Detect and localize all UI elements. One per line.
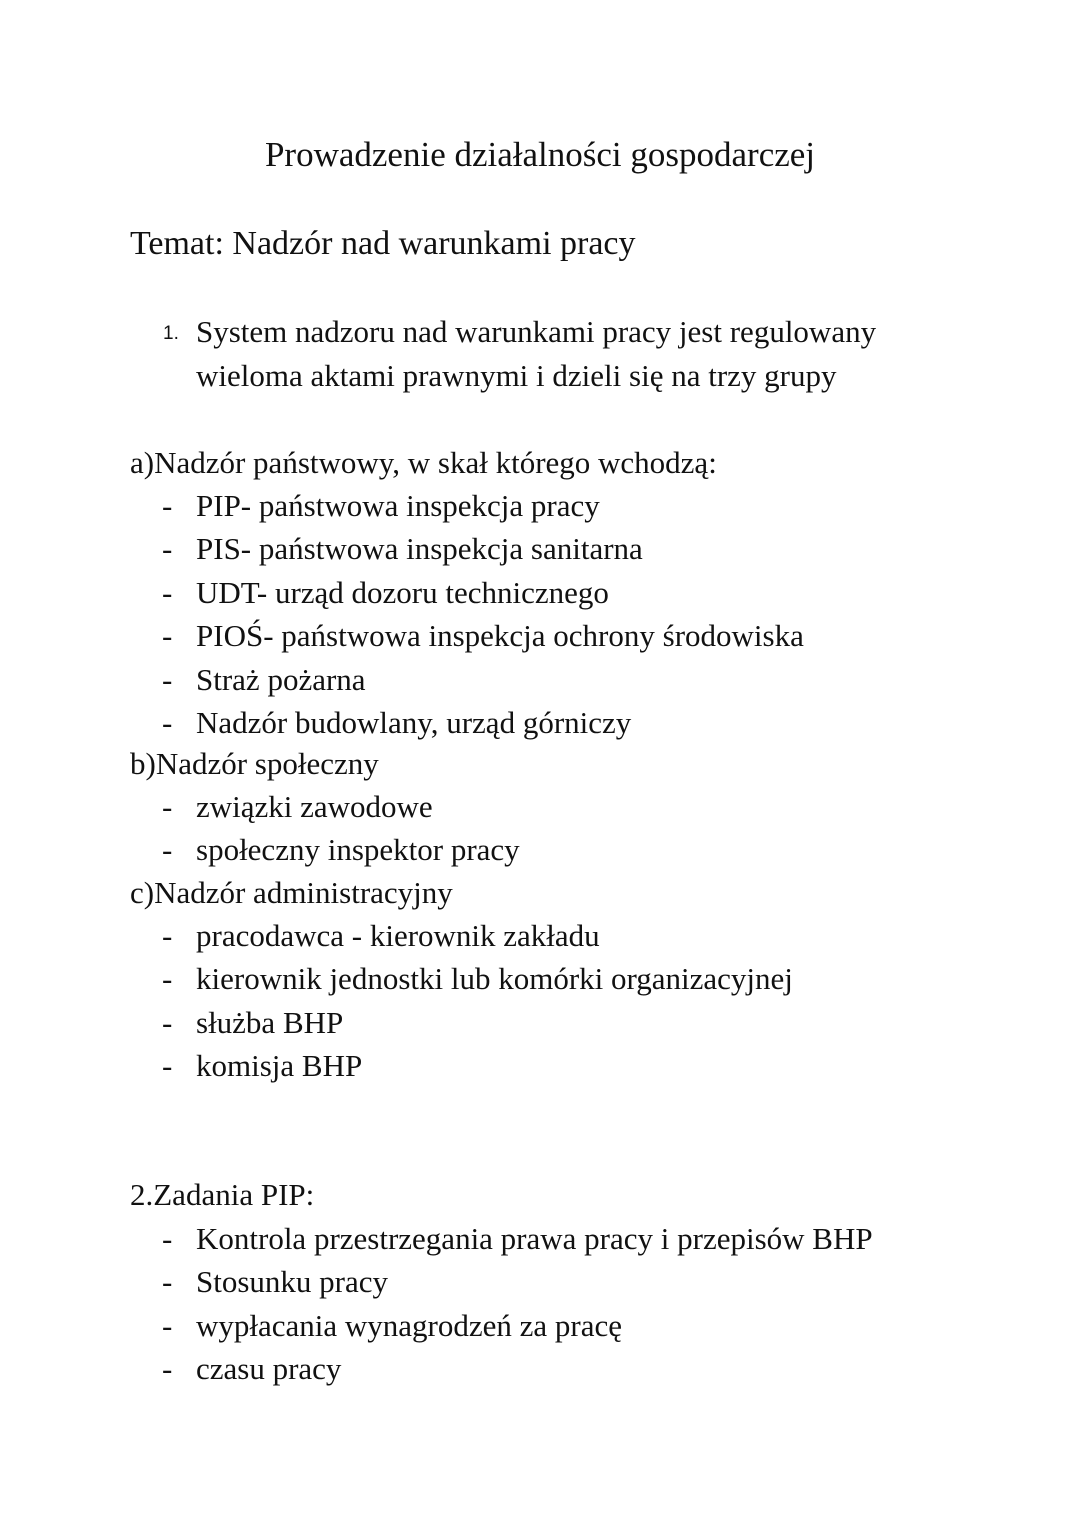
section-b-heading: b)Nadzór społeczny xyxy=(130,746,379,781)
list-item: - komisja BHP xyxy=(130,1044,793,1087)
lesson-topic: Temat: Nadzór nad warunkami pracy xyxy=(130,225,636,262)
dash-bullet: - xyxy=(162,661,173,697)
section-a-heading: a)Nadzór państwowy, w skał którego wchodzą: xyxy=(130,445,717,480)
dash-bullet: - xyxy=(162,832,173,868)
dash-bullet: - xyxy=(162,789,173,824)
list-item: - Stosunku pracy xyxy=(130,1260,873,1303)
list-item: - służba BHP xyxy=(130,1001,793,1044)
list-item: - UDT- urząd dozoru technicznego xyxy=(130,571,804,614)
dash-bullet: - xyxy=(162,1351,173,1387)
dash-bullet: - xyxy=(162,961,173,997)
dash-bullet: - xyxy=(162,574,173,610)
section-b-list xyxy=(130,785,520,872)
list-item: - społeczny inspektor pracy xyxy=(130,828,520,871)
dash-bullet: - xyxy=(162,618,173,654)
dash-bullet: - xyxy=(162,488,173,523)
list-item: - PIP- państwowa inspekcja pracy xyxy=(130,484,804,527)
section-c-heading: c)Nadzór administracyjny xyxy=(130,875,453,910)
list-item: - czasu pracy xyxy=(130,1347,873,1390)
dash-bullet: - xyxy=(162,1048,173,1084)
dash-bullet: - xyxy=(162,531,173,567)
point-2-list xyxy=(130,1217,873,1391)
list-item: - PIOŚ- państwowa inspekcja ochrony środowiska xyxy=(130,614,804,657)
list-item: - Nadzór budowlany, urząd górniczy xyxy=(130,701,804,744)
section-c-list xyxy=(130,914,793,1088)
dash-bullet: - xyxy=(162,1264,173,1300)
section-a-list xyxy=(130,484,804,744)
numbered-point-marker: 1. xyxy=(163,323,179,344)
list-item: - kierownik jednostki lub komórki organizacyjnej xyxy=(130,957,793,1000)
dash-bullet: - xyxy=(162,918,173,953)
dash-bullet: - xyxy=(162,704,173,740)
list-item: - związki zawodowe xyxy=(130,785,520,828)
dash-bullet: - xyxy=(162,1221,173,1256)
document-title: Prowadzenie działalności gospodarczej xyxy=(264,135,816,174)
list-item: - PIS- państwowa inspekcja sanitarna xyxy=(130,527,804,570)
list-item: - pracodawca - kierownik zakładu xyxy=(130,914,793,957)
list-item: - Straż pożarna xyxy=(130,658,804,701)
list-item: - wypłacania wynagrodzeń za pracę xyxy=(130,1304,873,1347)
numbered-point-1 xyxy=(163,310,956,398)
dash-bullet: - xyxy=(162,1004,173,1040)
point-2-heading: 2.Zadania PIP: xyxy=(130,1177,315,1212)
numbered-point-text: System nadzoru nad warunkami pracy jest regulowany wieloma aktami prawnymi i dzieli się na trzy grupy xyxy=(196,314,877,393)
list-item: - Kontrola przestrzegania prawa pracy i przepisów BHP xyxy=(130,1217,873,1260)
dash-bullet: - xyxy=(162,1307,173,1343)
